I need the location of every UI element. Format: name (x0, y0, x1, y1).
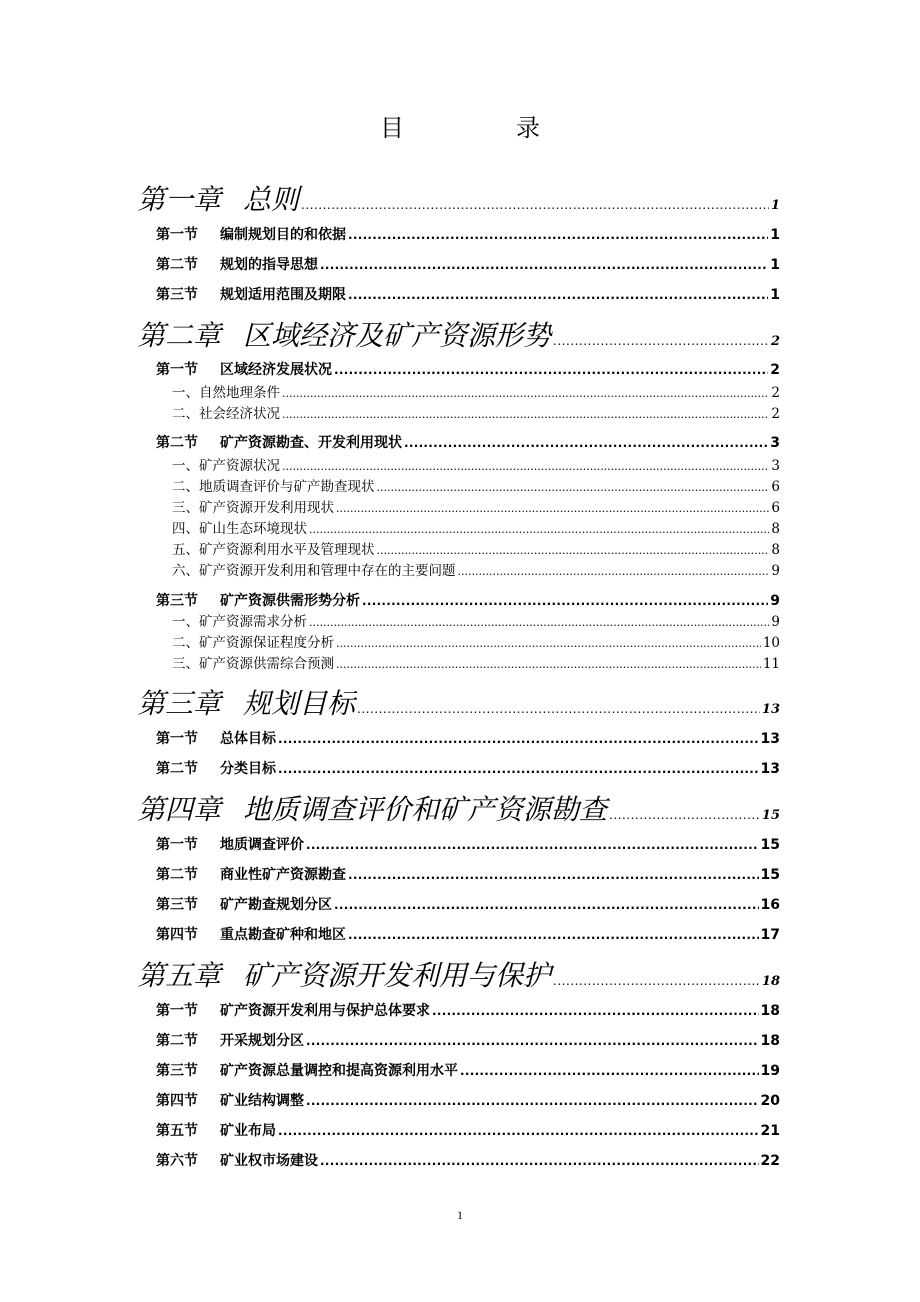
toc-page-number: 3 (771, 458, 780, 474)
toc-entry-text: 分类目标 (220, 761, 276, 777)
toc-entry-title (172, 381, 280, 401)
toc-entry-title (137, 178, 299, 218)
toc-page-number: 8 (771, 521, 780, 537)
dot-leader (278, 732, 759, 746)
toc-entry-sub[interactable] (172, 610, 780, 630)
toc-entry-number: 第一节 (156, 1003, 198, 1019)
toc-entry-title (156, 834, 304, 854)
toc-entry-number: 第一节 (156, 227, 198, 243)
toc-entry-title (156, 590, 360, 610)
dot-leader (357, 702, 760, 716)
toc-page-number: 11 (762, 656, 780, 672)
toc-entry-section[interactable] (156, 224, 780, 246)
toc-entry-text: 五、矿产资源利用水平及管理现状 (172, 542, 375, 558)
toc-entry-text: 开采规划分区 (220, 1033, 304, 1049)
toc-page-number: 13 (761, 702, 780, 717)
toc-entry-title (156, 284, 346, 304)
toc-entry-text: 一、矿产资源需求分析 (172, 614, 307, 630)
toc-entry-title (137, 314, 551, 354)
dot-leader (282, 460, 769, 473)
toc-entry-text: 一、矿产资源状况 (172, 458, 280, 474)
toc-entry-section[interactable] (156, 1030, 780, 1052)
toc-page-number: 9 (771, 563, 780, 579)
toc-entry-number: 第三节 (156, 1063, 198, 1079)
toc-entry-title (137, 682, 355, 722)
dot-leader (609, 808, 760, 822)
dot-leader (278, 762, 759, 776)
toc-entry-text: 规划目标 (243, 687, 356, 720)
toc-entry-title (156, 1120, 276, 1140)
dot-leader (309, 616, 769, 629)
toc-entry-title (172, 559, 456, 579)
toc-page-number: 8 (771, 542, 780, 558)
toc-entry-title (172, 538, 375, 558)
toc-entry-number: 第四节 (156, 927, 198, 943)
toc-entry-sub[interactable] (172, 559, 780, 579)
toc-entry-title (156, 864, 346, 884)
toc-entry-title (172, 454, 280, 474)
toc-entry-number: 第二节 (156, 435, 198, 451)
toc-page-number: 16 (760, 897, 780, 913)
toc-entry-text: 矿业布局 (220, 1123, 276, 1139)
toc-entry-title (156, 924, 346, 944)
toc-page-number: 2 (770, 334, 780, 349)
toc-entry-text: 区域经济及矿产资源形势 (243, 319, 552, 352)
toc-entry-sub[interactable] (172, 454, 780, 474)
dot-leader (334, 363, 768, 377)
toc-page-number: 13 (760, 761, 780, 777)
toc-entry-title (156, 1090, 304, 1110)
toc-entry-text: 矿业结构调整 (220, 1093, 304, 1109)
toc-entry-section[interactable] (156, 758, 780, 780)
toc-entry-chapter[interactable] (137, 682, 780, 722)
toc-entry-title (172, 517, 307, 537)
toc-page-number: 9 (771, 614, 780, 630)
toc-entry-number: 第一节 (156, 837, 198, 853)
toc-entry-section[interactable] (156, 1150, 780, 1172)
toc-page-number: 15 (760, 867, 780, 883)
toc-page-number: 2 (771, 406, 780, 422)
dot-leader (301, 198, 769, 212)
toc-page-number: 6 (771, 500, 780, 516)
toc-entry-text: 商业性矿产资源勘查 (220, 867, 346, 883)
toc-entry-sub[interactable] (172, 538, 780, 558)
toc-entry-text: 一、自然地理条件 (172, 385, 280, 401)
toc-entry-title (156, 728, 276, 748)
toc-entry-text: 重点勘查矿种和地区 (220, 927, 346, 943)
dot-leader (348, 928, 759, 942)
toc-entry-section[interactable] (156, 1120, 780, 1142)
dot-leader (377, 481, 770, 494)
toc-entry-text: 地质调查评价和矿产资源勘查 (243, 793, 608, 826)
dot-leader (553, 974, 760, 988)
toc-entry-sub[interactable] (172, 631, 780, 651)
toc-entry-text: 规划适用范围及期限 (220, 287, 346, 303)
toc-entry-number: 第五节 (156, 1123, 198, 1139)
toc-page-number: 22 (760, 1153, 780, 1169)
toc-entry-text: 矿产资源供需形势分析 (220, 593, 360, 609)
toc-entry-title (156, 1060, 458, 1080)
toc-entry-section[interactable] (156, 1000, 780, 1022)
toc-entry-number: 第二节 (156, 1033, 198, 1049)
dot-leader (306, 838, 759, 852)
dot-leader (306, 1034, 759, 1048)
toc-entry-title (156, 254, 318, 274)
toc-entry-number: 第一节 (156, 731, 198, 747)
toc-entry-chapter[interactable] (137, 788, 780, 828)
toc-entry-title (156, 1000, 430, 1020)
toc-entry-section[interactable] (156, 432, 780, 454)
toc-page-number: 6 (771, 479, 780, 495)
toc-page-number: 3 (770, 435, 780, 451)
toc-entry-text: 矿产勘查规划分区 (220, 897, 332, 913)
toc-entry-title (156, 359, 332, 379)
toc-entry-sub[interactable] (172, 496, 780, 516)
dot-leader (320, 1154, 759, 1168)
toc-entry-number: 第二节 (156, 867, 198, 883)
dot-leader (334, 898, 759, 912)
toc-page-number: 9 (770, 593, 780, 609)
dot-leader (282, 408, 769, 421)
toc-page-number: 1 (770, 227, 780, 243)
dot-leader (553, 334, 769, 348)
toc-page-number: 18 (761, 974, 780, 989)
toc-entry-section[interactable] (156, 728, 780, 750)
toc-entry-title (137, 788, 607, 828)
toc-entry-text: 总则 (243, 183, 300, 216)
toc-page-number: 2 (771, 385, 780, 401)
toc-page-number: 15 (760, 837, 780, 853)
toc-entry-title (172, 631, 334, 651)
dot-leader (320, 258, 768, 272)
toc-entry-title (172, 475, 375, 495)
toc-entry-section[interactable] (156, 359, 780, 381)
toc-entry-section[interactable] (156, 284, 780, 306)
dot-leader (377, 544, 770, 557)
toc-entry-text: 矿产资源开发利用与保护 (243, 959, 552, 992)
toc-entry-title (137, 954, 551, 994)
toc-entry-text: 矿业权市场建设 (220, 1153, 318, 1169)
toc-entry-text: 规划的指导思想 (220, 257, 318, 273)
toc-entry-text: 总体目标 (220, 731, 276, 747)
toc-entry-sub[interactable] (172, 475, 780, 495)
toc-entry-text: 二、矿产资源保证程度分析 (172, 635, 334, 651)
toc-page-number: 21 (760, 1123, 780, 1139)
dot-leader (460, 1064, 759, 1078)
toc-entry-section[interactable] (156, 834, 780, 856)
toc-entry-title (156, 1030, 304, 1050)
toc-entry-section[interactable] (156, 254, 780, 276)
toc-entry-number: 第五章 (137, 959, 222, 992)
toc-entry-chapter[interactable] (137, 314, 780, 354)
toc-entry-text: 三、矿产资源供需综合预测 (172, 656, 334, 672)
toc-entry-section[interactable] (156, 924, 780, 946)
toc-entry-number: 第四节 (156, 1093, 198, 1109)
toc-entry-number: 第三章 (137, 687, 222, 720)
toc-page-number: 1 (770, 257, 780, 273)
toc-entry-text: 区域经济发展状况 (220, 362, 332, 378)
toc-entry-sub[interactable] (172, 381, 780, 401)
toc-entry-chapter[interactable] (137, 954, 780, 994)
dot-leader (306, 1094, 759, 1108)
toc-entry-title (172, 652, 334, 672)
toc-entry-section[interactable] (156, 590, 780, 612)
toc-entry-number: 第三节 (156, 593, 198, 609)
dot-leader (362, 594, 768, 608)
toc-entry-number: 第六节 (156, 1153, 198, 1169)
toc-entry-number: 第三节 (156, 897, 198, 913)
toc-page-number: 1 (770, 287, 780, 303)
toc-page-number: 18 (760, 1033, 780, 1049)
toc-page-number: 18 (760, 1003, 780, 1019)
toc-entry-chapter[interactable] (137, 178, 780, 218)
toc-entry-text: 六、矿产资源开发利用和管理中存在的主要问题 (172, 563, 456, 579)
dot-leader (404, 436, 768, 450)
toc-page-number: 15 (761, 808, 780, 823)
toc-entry-number: 第四章 (137, 793, 222, 826)
toc-entry-title (156, 894, 332, 914)
toc-page-number: 13 (760, 731, 780, 747)
dot-leader (348, 288, 768, 302)
toc-entry-section[interactable] (156, 1090, 780, 1112)
toc-entry-sub[interactable] (172, 402, 780, 422)
dot-leader (278, 1124, 759, 1138)
toc-entry-text: 矿产资源开发利用与保护总体要求 (220, 1003, 430, 1019)
toc-entry-text: 三、矿产资源开发利用现状 (172, 500, 334, 516)
toc-entry-sub[interactable] (172, 652, 780, 672)
toc-page-number: 20 (760, 1093, 780, 1109)
toc-entry-text: 四、矿山生态环境现状 (172, 521, 307, 537)
page-title: 目 录 (380, 114, 584, 142)
dot-leader (336, 502, 769, 515)
page-number-footer: 1 (457, 1208, 463, 1222)
dot-leader (432, 1004, 759, 1018)
toc-entry-title (156, 1150, 318, 1170)
toc-entry-text: 地质调查评价 (220, 837, 304, 853)
dot-leader (336, 658, 761, 671)
toc-entry-title (172, 610, 307, 630)
toc-page-number: 17 (760, 927, 780, 943)
toc-entry-number: 第二节 (156, 761, 198, 777)
toc-entry-number: 第二章 (137, 319, 222, 352)
dot-leader (336, 637, 761, 650)
toc-entry-section[interactable] (156, 894, 780, 916)
toc-entry-section[interactable] (156, 1060, 780, 1082)
dot-leader (348, 228, 768, 242)
toc-page-number: 1 (770, 198, 780, 213)
toc-entry-title (156, 432, 402, 452)
toc-entry-text: 二、地质调查评价与矿产勘查现状 (172, 479, 375, 495)
toc-entry-number: 第一节 (156, 362, 198, 378)
toc-entry-title (172, 496, 334, 516)
toc-entry-number: 第三节 (156, 287, 198, 303)
dot-leader (282, 387, 769, 400)
toc-entry-text: 二、社会经济状况 (172, 406, 280, 422)
toc-entry-title (172, 402, 280, 422)
toc-entry-sub[interactable] (172, 517, 780, 537)
toc-entry-title (156, 224, 346, 244)
toc-page-number: 2 (770, 362, 780, 378)
dot-leader (309, 523, 769, 536)
toc-page-number: 10 (762, 635, 780, 651)
toc-entry-text: 编制规划目的和依据 (220, 227, 346, 243)
toc-entry-number: 第二节 (156, 257, 198, 273)
toc-page-number: 19 (760, 1063, 780, 1079)
dot-leader (348, 868, 759, 882)
toc-entry-title (156, 758, 276, 778)
toc-entry-text: 矿产资源勘查、开发利用现状 (220, 435, 402, 451)
toc-entry-text: 矿产资源总量调控和提高资源利用水平 (220, 1063, 458, 1079)
toc-entry-section[interactable] (156, 864, 780, 886)
dot-leader (458, 565, 770, 578)
toc-entry-number: 第一章 (137, 183, 222, 216)
